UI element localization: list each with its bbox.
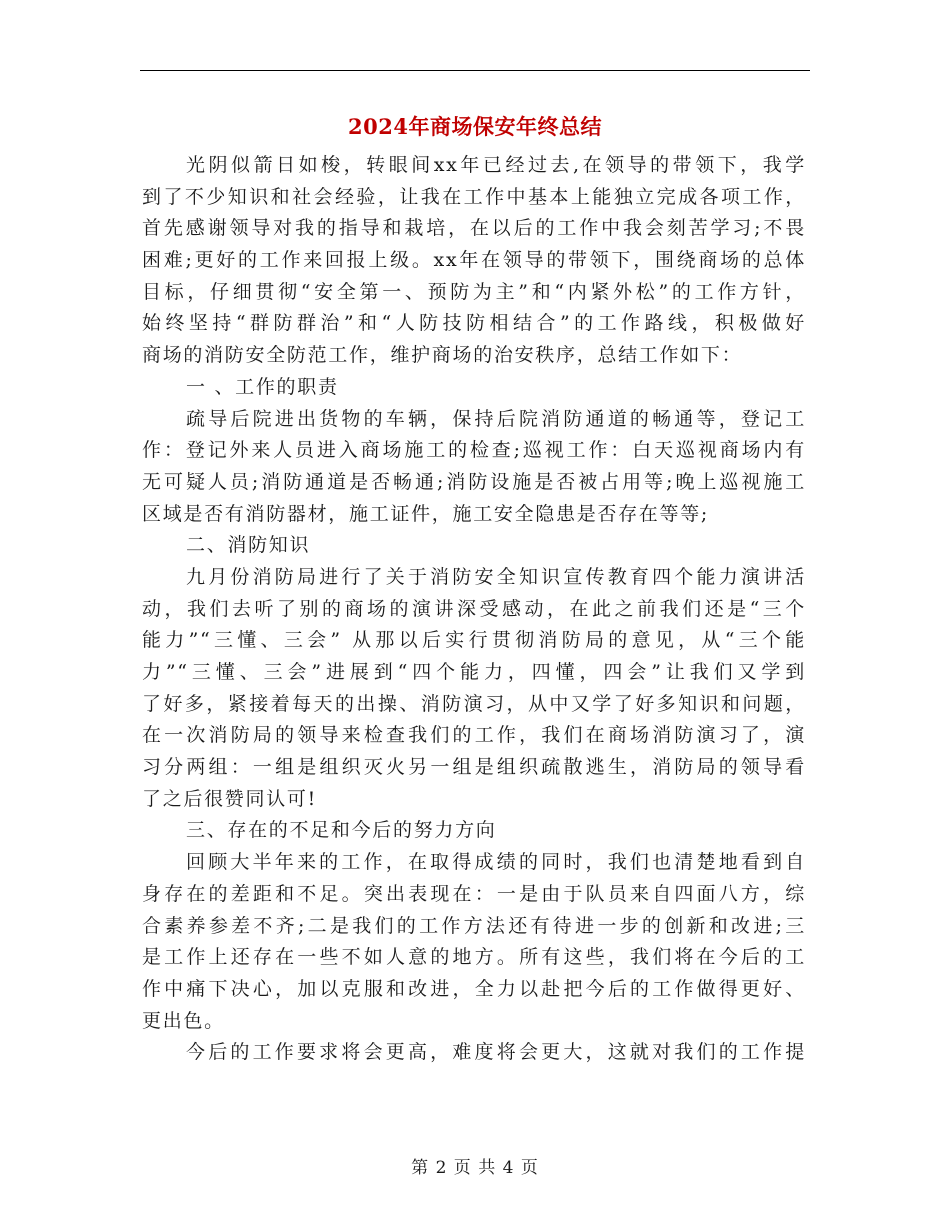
body-line: 回顾大半年来的工作，在取得成绩的同时，我们也清楚地看到自 [186,851,806,874]
body-line: 在一次消防局的领导来检查我们的工作，我们在商场消防演习了，演 [142,724,806,747]
body-line: 习分两组：一组是组织灭火另一组是组织疏散逃生，消防局的领导看 [142,756,806,779]
document-body [142,150,806,1069]
body-line: 身存在的差距和不足。突出表现在：一是由于队员来自四面八方，综 [142,882,806,905]
body-line: 能力”“三懂、三会” 从那以后实行贯彻消防局的意见，从“三个能 [142,629,806,652]
body-line: 首先感谢领导对我的指导和栽培，在以后的工作中我会刻苦学习;不畏 [142,217,806,240]
body-line: 力”“三懂、三会”进展到“四个能力，四懂，四会”让我们又学到 [142,661,806,683]
body-line: 作：登记外来人员进入商场施工的检查;巡视工作：白天巡视商场内有 [142,439,806,462]
body-line: 了之后很赞同认可! [142,787,317,810]
body-line: 始终坚持“群防群治”和“人防技防相结合”的工作路线，积极做好 [142,312,806,335]
body-line: 动，我们去听了别的商场的演讲深受感动，在此之前我们还是“三个 [142,597,806,620]
section-heading: 二、消防知识 [186,534,311,557]
section-heading: 三、存在的不足和今后的努力方向 [186,819,497,842]
body-line: 合素养参差不齐;二是我们的工作方法还有待进一步的创新和改进;三 [142,914,806,937]
body-line: 疏导后院进出货物的车辆，保持后院消防通道的畅通等，登记工 [186,407,806,430]
body-line: 了好多，紧接着每天的出操、消防演习，从中又学了好多知识和问题， [142,692,806,715]
header-rule [140,70,810,71]
page-number: 第 2 页 共 4 页 [411,1158,539,1178]
body-line: 九月份消防局进行了关于消防安全知识宣传教育四个能力演讲活 [186,565,806,588]
section-heading: 一 、工作的职责 [186,375,339,398]
body-line: 目标，仔细贯彻“安全第一、预防为主”和“内紧外松”的工作方针， [142,280,806,303]
body-line: 困难;更好的工作来回报上级。xx年在领导的带领下，围绕商场的总体 [142,249,806,272]
document-title: 2024年商场保安年终总结 [348,114,602,139]
body-line: 是工作上还存在一些不如人意的地方。所有这些，我们将在今后的工 [142,946,806,969]
body-line: 作中痛下决心，加以克服和改进，全力以赴把今后的工作做得更好、 [142,977,806,1000]
body-line: 更出色。 [142,1009,225,1032]
body-line: 到了不少知识和社会经验，让我在工作中基本上能独立完成各项工作， [142,185,806,208]
body-line: 区域是否有消防器材，施工证件，施工安全隐患是否存在等等; [142,502,710,525]
body-line: 商场的消防安全防范工作，维护商场的治安秩序，总结工作如下： [142,344,743,367]
body-line: 无可疑人员;消防通道是否畅通;消防设施是否被占用等;晚上巡视施工 [142,470,806,493]
body-line: 今后的工作要求将会更高，难度将会更大，这就对我们的工作提 [186,1041,806,1064]
body-line: 光阴似箭日如梭，转眼间xx年已经过去,在领导的带领下，我学 [186,154,806,176]
